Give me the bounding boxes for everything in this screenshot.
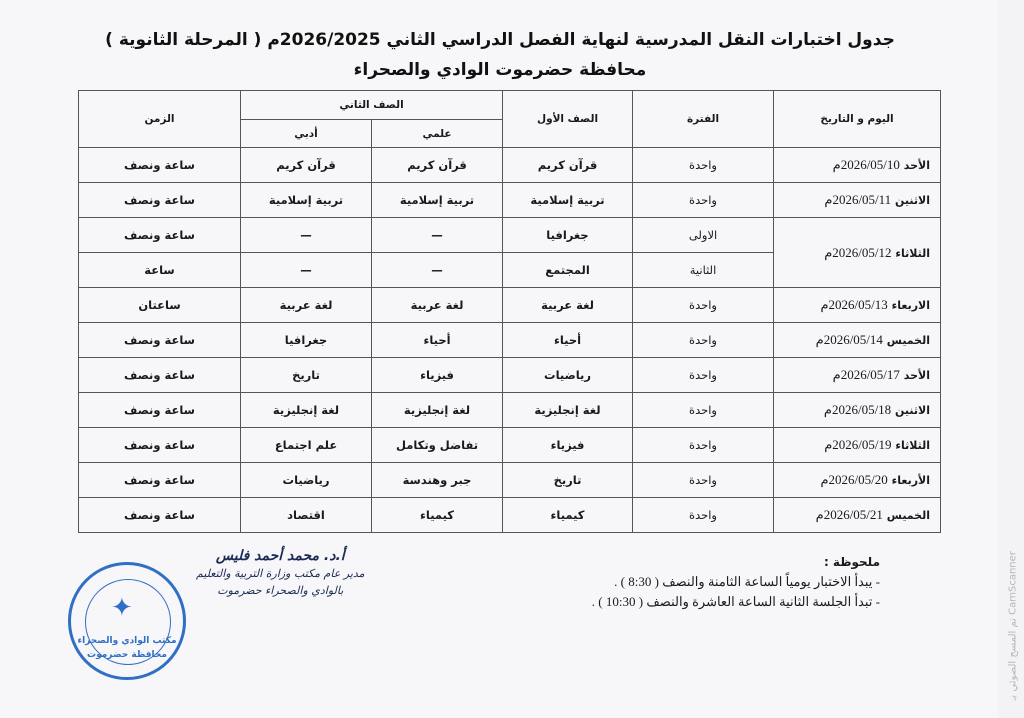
first-grade-cell: جغرافيا: [503, 218, 633, 253]
note-item: - يبدأ الاختبار يومياً الساعة الثامنة والنصف ( 8:30 ) .: [614, 574, 880, 589]
scientific-cell: قرآن كريم: [372, 148, 503, 183]
scientific-cell: كيمياء: [372, 498, 503, 533]
period-cell: واحدة: [633, 148, 774, 183]
literary-cell: جغرافيا: [241, 323, 372, 358]
signatory-role: مدير عام مكتب وزارة التربية والتعليم: [196, 567, 365, 580]
day: الخميس: [886, 509, 931, 522]
document-title: جدول اختبارات النقل المدرسية لنهاية الفصل الدراسي الثاني 2026/2025م ( المرحلة الثانوية ): [105, 30, 895, 50]
scientific-cell: —: [372, 218, 503, 253]
date: 2026/05/13م: [820, 297, 888, 312]
date: 2026/05/17م: [832, 367, 900, 382]
scientific-cell: تفاضل وتكامل: [372, 428, 503, 463]
first-grade-cell: قرآن كريم: [503, 148, 633, 183]
header-first-grade: الصف الأول: [503, 91, 633, 148]
literary-cell: اقتصاد: [241, 498, 372, 533]
period-cell: الثانية: [633, 253, 774, 288]
date: 2026/05/21م: [815, 507, 883, 522]
emblem-icon: ✦: [111, 593, 133, 623]
scientific-cell: لغة عربية: [372, 288, 503, 323]
day-date-cell: [774, 393, 941, 428]
literary-cell: لغة عربية: [241, 288, 372, 323]
duration-cell: ساعة ونصف: [79, 428, 241, 463]
duration-cell: ساعتان: [79, 288, 241, 323]
table-row: [79, 498, 941, 533]
table-row: [79, 323, 941, 358]
day-date-cell: [774, 148, 941, 183]
date: 2026/05/12م: [824, 244, 892, 260]
date: 2026/05/10م: [832, 157, 900, 172]
day-date-cell: [774, 463, 941, 498]
duration-cell: ساعة ونصف: [79, 463, 241, 498]
scientific-cell: لغة إنجليزية: [372, 393, 503, 428]
header-scientific: علمي: [372, 120, 503, 148]
duration-cell: ساعة ونصف: [79, 393, 241, 428]
table-row: [79, 428, 941, 463]
official-stamp: [68, 562, 186, 680]
day: الاربعاء: [891, 299, 931, 312]
stamp-line: مكتب الوادي والصحراء: [77, 636, 177, 646]
period-cell: واحدة: [633, 323, 774, 358]
duration-cell: ساعة ونصف: [79, 183, 241, 218]
literary-cell: تربية إسلامية: [241, 183, 372, 218]
scientific-cell: تربية إسلامية: [372, 183, 503, 218]
first-grade-cell: المجتمع: [503, 253, 633, 288]
table-row: [79, 393, 941, 428]
notes: [592, 552, 880, 612]
day: الأحد: [903, 159, 931, 172]
header-literary: أدبي: [241, 120, 372, 148]
duration-cell: ساعة ونصف: [79, 323, 241, 358]
duration-cell: ساعة ونصف: [79, 498, 241, 533]
period-cell: واحدة: [633, 463, 774, 498]
stamp-line: محافظة حضرموت: [87, 650, 167, 660]
day: الأربعاء: [891, 474, 931, 487]
table-row: [79, 183, 941, 218]
table-row: [79, 148, 941, 183]
document-subtitle: محافظة حضرموت الوادي والصحراء: [353, 60, 647, 80]
header-second-grade: الصف الثاني: [241, 91, 503, 120]
literary-cell: لغة إنجليزية: [241, 393, 372, 428]
day-date-cell: [774, 183, 941, 218]
first-grade-cell: فيزياء: [503, 428, 633, 463]
literary-cell: قرآن كريم: [241, 148, 372, 183]
note-item: - تبدأ الجلسة الثانية الساعة العاشرة والنصف ( 10:30 ) .: [591, 594, 880, 609]
scientific-cell: جبر وهندسة: [372, 463, 503, 498]
period-cell: واحدة: [633, 498, 774, 533]
period-cell: واحدة: [633, 428, 774, 463]
first-grade-cell: رياضيات: [503, 358, 633, 393]
table-row: [79, 463, 941, 498]
day-date-cell: [774, 323, 941, 358]
date: 2026/05/14م: [815, 332, 883, 347]
literary-cell: —: [241, 253, 372, 288]
day: الخميس: [886, 334, 931, 347]
day-date-cell: [774, 358, 941, 393]
day: الثلاثاء: [895, 439, 931, 452]
watermark-text: تم المسح الضوئي بـ CamScanner: [1007, 551, 1019, 701]
period-cell: واحدة: [633, 393, 774, 428]
literary-cell: علم اجتماع: [241, 428, 372, 463]
table-row: [79, 218, 941, 253]
header-period: الفترة: [633, 91, 774, 148]
header-duration: الزمن: [79, 91, 241, 148]
day: الاثنين: [895, 194, 931, 207]
scientific-cell: —: [372, 253, 503, 288]
first-grade-cell: لغة إنجليزية: [503, 393, 633, 428]
duration-cell: ساعة: [79, 253, 241, 288]
date: 2026/05/18م: [823, 402, 892, 417]
first-grade-cell: كيمياء: [503, 498, 633, 533]
first-grade-cell: تربية إسلامية: [503, 183, 633, 218]
day: الاثنين: [895, 404, 931, 417]
duration-cell: ساعة ونصف: [79, 148, 241, 183]
literary-cell: تاريخ: [241, 358, 372, 393]
period-cell: واحدة: [633, 288, 774, 323]
day: الأحد: [903, 369, 931, 382]
exam-schedule-table: [78, 90, 941, 533]
period-cell: واحدة: [633, 183, 774, 218]
table-row: [79, 288, 941, 323]
table-row: [79, 358, 941, 393]
signatory-name: أ.د. محمد أحمد فليس: [215, 548, 345, 564]
day-date-cell: [774, 498, 941, 533]
first-grade-cell: لغة عربية: [503, 288, 633, 323]
signatory-region: بالوادي والصحراء حضرموت: [217, 584, 344, 597]
first-grade-cell: أحياء: [503, 323, 633, 358]
scientific-cell: أحياء: [372, 323, 503, 358]
notes-label: ملحوظة :: [823, 555, 880, 569]
first-grade-cell: تاريخ: [503, 463, 633, 498]
date: 2026/05/11م: [824, 192, 892, 207]
literary-cell: رياضيات: [241, 463, 372, 498]
duration-cell: ساعة ونصف: [79, 358, 241, 393]
date: 2026/05/20م: [820, 472, 888, 487]
header-day-date: اليوم و التاريخ: [774, 91, 941, 148]
duration-cell: ساعة ونصف: [79, 218, 241, 253]
literary-cell: —: [241, 218, 372, 253]
date: 2026/05/19م: [824, 437, 892, 452]
day: الثلاثاء: [895, 246, 931, 260]
day-date-cell: [774, 218, 941, 288]
period-cell: واحدة: [633, 358, 774, 393]
scientific-cell: فيزياء: [372, 358, 503, 393]
day-date-cell: [774, 288, 941, 323]
signature: [196, 548, 365, 599]
scanner-watermark: [1000, 530, 1020, 710]
day-date-cell: [774, 428, 941, 463]
period-cell: الاولى: [633, 218, 774, 253]
